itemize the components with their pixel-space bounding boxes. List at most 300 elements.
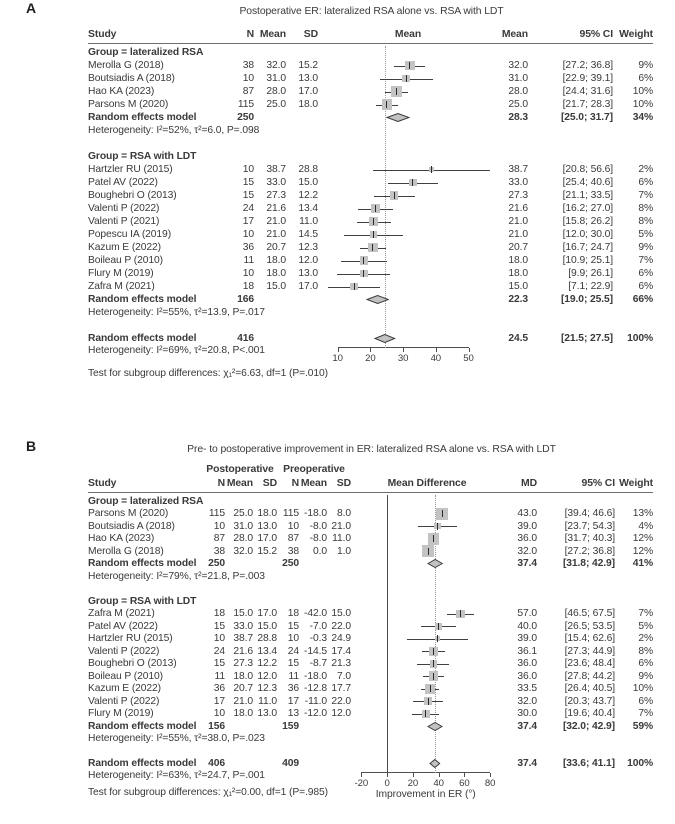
stat-value: 87 — [287, 533, 299, 545]
column-header-n: N — [291, 478, 299, 489]
stat-value: 15 — [242, 177, 254, 188]
stat-value: 17.0 — [257, 608, 277, 620]
stat-value: 11.0 — [299, 216, 318, 227]
table-row — [88, 595, 653, 608]
point-estimate-tick — [396, 88, 397, 95]
stat-value: -18.0 — [304, 670, 327, 682]
panel-tail — [88, 345, 653, 387]
axis-tick-label: 20 — [407, 778, 419, 789]
point-estimate-tick — [442, 510, 443, 517]
md-value: 32.0 — [517, 695, 537, 707]
panel-label: A — [26, 0, 37, 16]
stat-value: 13.4 — [298, 203, 318, 214]
ci-value: [20.8; 56.6] — [562, 164, 613, 175]
stat-value: 25.0 — [233, 508, 253, 520]
md-value: 57.0 — [517, 608, 537, 620]
x-axis — [351, 770, 503, 804]
md-value: 30.0 — [517, 708, 537, 720]
summary-plot — [351, 758, 503, 771]
md-value: 28.0 — [508, 86, 528, 97]
table-row — [88, 620, 653, 633]
stat-value: -14.5 — [304, 645, 327, 657]
weight-value: 7% — [638, 255, 653, 266]
forest-marker — [351, 545, 503, 558]
table-row — [88, 137, 653, 150]
ci-value: [22.9; 39.1] — [562, 73, 613, 84]
ci-value: [21.5; 27.5] — [560, 333, 613, 344]
ci-value: [23.7; 54.3] — [564, 520, 615, 532]
stat-value: 13.0 — [257, 520, 277, 532]
forest-marker — [318, 176, 498, 189]
ci-value: [10.9; 25.1] — [562, 255, 613, 266]
stat-value: 38 — [213, 545, 225, 557]
axis-tick-label: 30 — [397, 353, 409, 364]
column-header-n: N — [246, 29, 254, 40]
table-row — [88, 176, 653, 189]
stat-value: 18.0 — [266, 255, 286, 266]
axis-tick-label: 10 — [332, 353, 343, 364]
weight-value: 7% — [638, 608, 653, 620]
column-header-mean: Mean — [300, 478, 327, 489]
heterogeneity-note: Heterogeneity: I²=52%, τ²=6.0, P=.098 — [88, 125, 260, 136]
stat-value: 8.0 — [336, 508, 351, 520]
md-value: 37.4 — [517, 720, 537, 732]
md-value: 20.7 — [508, 242, 528, 253]
weight-value: 8% — [638, 203, 653, 214]
group-summary-row — [88, 720, 653, 733]
stat-value: 10 — [287, 633, 299, 645]
tail-left — [88, 345, 328, 387]
axis-tick-label: -20 — [354, 778, 369, 789]
overall-summary-row — [88, 758, 653, 771]
ci-value: [27.2; 36.8] — [564, 545, 615, 557]
ci-value: [25.4; 40.6] — [562, 177, 613, 188]
summary-n: 159 — [282, 720, 299, 732]
md-value: 21.6 — [508, 203, 528, 214]
table-row — [88, 254, 653, 267]
forest-marker — [351, 645, 503, 658]
table-row — [88, 85, 653, 98]
axis-tick — [490, 773, 491, 777]
stat-value: 0.0 — [312, 545, 327, 557]
table-row — [88, 733, 653, 746]
forest-marker — [351, 508, 503, 521]
ci-value: [26.5; 53.5] — [564, 620, 615, 632]
md-value: 31.0 — [508, 73, 528, 84]
forest-marker — [351, 670, 503, 683]
study-label: Zafra M (2021) — [88, 608, 155, 620]
summary-label: Random effects model — [88, 333, 197, 344]
ci-value: [21.1; 33.5] — [562, 190, 613, 201]
axis-tick — [464, 773, 465, 777]
stat-value: 15 — [242, 190, 254, 201]
axis-tick-label: 0 — [384, 778, 390, 789]
md-value: 36.0 — [517, 533, 537, 545]
study-label: Boutsiadis A (2018) — [88, 520, 175, 532]
study-label: Merolla G (2018) — [88, 60, 164, 71]
stat-value: 21.6 — [266, 203, 286, 214]
ci-value: [16.7; 24.7] — [562, 242, 613, 253]
stat-value: 18.0 — [257, 508, 277, 520]
weight-value: 41% — [632, 558, 653, 570]
point-estimate-tick — [375, 205, 376, 212]
stat-value: 25.0 — [266, 99, 286, 110]
stat-value: 115 — [282, 508, 299, 520]
stat-value: 13.0 — [298, 73, 318, 84]
weight-value: 12% — [632, 533, 653, 545]
md-value: 39.0 — [517, 633, 537, 645]
column-header-plot: Mean — [394, 29, 422, 40]
stat-value: 22.0 — [331, 620, 351, 632]
stat-value: 18 — [287, 608, 299, 620]
stat-value: -8.0 — [309, 520, 327, 532]
table-row — [88, 708, 653, 721]
stat-value: -12.8 — [304, 683, 327, 695]
column-header-row — [88, 26, 653, 40]
panel-b — [0, 438, 675, 824]
stat-value: 11.0 — [258, 695, 277, 707]
ci-value: [32.0; 42.9] — [562, 720, 615, 732]
md-value: 28.3 — [508, 112, 528, 123]
weight-value: 6% — [638, 658, 653, 670]
overall-summary-row — [88, 332, 653, 345]
table-row — [88, 150, 653, 163]
point-estimate-tick — [433, 648, 434, 655]
table-row — [88, 658, 653, 671]
table-row — [88, 72, 653, 85]
stat-value: -11.0 — [304, 695, 327, 707]
point-estimate-tick — [409, 62, 410, 69]
stat-value: 15.2 — [257, 545, 277, 557]
summary-label: Random effects model — [88, 294, 197, 305]
ci-value: [46.5; 67.5] — [564, 608, 615, 620]
summary-label: Random effects model — [88, 720, 197, 732]
group-header: Group = lateralized RSA — [88, 495, 204, 507]
stat-value: 36 — [242, 242, 254, 253]
table-row — [88, 683, 653, 696]
forest-marker — [351, 620, 503, 633]
stat-value: -8.0 — [309, 533, 327, 545]
stat-value: -12.0 — [304, 708, 327, 720]
header-rule — [88, 492, 653, 493]
group-summary-row — [88, 293, 653, 306]
stat-value: 10 — [242, 229, 254, 240]
study-label: Boughebri O (2013) — [88, 190, 177, 201]
stat-value: 18.0 — [298, 99, 318, 110]
table-row — [88, 495, 653, 508]
weight-value: 6% — [638, 73, 653, 84]
table-row — [88, 189, 653, 202]
study-label: Valenti P (2022) — [88, 645, 160, 657]
ci-value: [27.2; 36.8] — [562, 60, 613, 71]
stat-value: 10 — [242, 268, 254, 279]
study-label: Kazum E (2022) — [88, 242, 162, 253]
forest-marker — [318, 267, 498, 280]
stat-value: 17.0 — [257, 533, 277, 545]
weight-value: 10% — [632, 86, 653, 97]
stat-value: 24.9 — [331, 633, 351, 645]
study-label: Hao KA (2023) — [88, 533, 155, 545]
ci-value: [23.6; 48.4] — [564, 658, 615, 670]
stat-value: 18 — [213, 608, 225, 620]
axis-tick — [361, 773, 362, 777]
stat-value: 17 — [287, 695, 299, 707]
weight-value: 2% — [638, 633, 653, 645]
weight-value: 100% — [627, 758, 653, 770]
md-value: 21.0 — [508, 229, 528, 240]
stat-value: -0.3 — [309, 633, 327, 645]
point-estimate-tick — [363, 270, 364, 277]
stat-value: 11 — [214, 670, 225, 682]
stat-value: 21.0 — [331, 520, 351, 532]
stat-value: 38 — [287, 545, 299, 557]
ci-value: [15.8; 26.2] — [562, 216, 613, 227]
heterogeneity-note: Heterogeneity: I²=55%, τ²=38.0, P=.023 — [88, 733, 265, 745]
table-row — [88, 608, 653, 621]
stat-value: 15 — [213, 658, 225, 670]
stat-value: 13 — [287, 708, 299, 720]
stat-value: 17 — [213, 695, 225, 707]
stat-value: 10 — [287, 520, 299, 532]
axis-tick — [439, 773, 440, 777]
stat-value: 10 — [213, 520, 225, 532]
md-value: 25.0 — [508, 99, 528, 110]
column-header-weight: Weight — [619, 478, 653, 489]
stat-value: 17 — [242, 216, 254, 227]
stat-value: -7.0 — [309, 620, 327, 632]
md-value: 27.3 — [508, 190, 528, 201]
point-estimate-tick — [437, 635, 438, 642]
x-axis — [318, 345, 498, 379]
table-row — [88, 228, 653, 241]
study-label: Merolla G (2018) — [88, 545, 164, 557]
table-row — [88, 241, 653, 254]
forest-marker — [318, 241, 498, 254]
md-value: 39.0 — [517, 520, 537, 532]
stat-value: 21.0 — [233, 695, 253, 707]
stat-value: 21.6 — [233, 645, 253, 657]
summary-n: 250 — [208, 558, 225, 570]
summary-label: Random effects model — [88, 758, 197, 770]
overall-heterogeneity-note: Heterogeneity: I²=63%, τ²=24.7, P=.001 — [88, 770, 265, 781]
ci-value: [27.3; 44.9] — [564, 645, 615, 657]
stat-value: 21.3 — [331, 658, 351, 670]
study-label: Kazum E (2022) — [88, 683, 162, 695]
md-value: 40.0 — [517, 620, 537, 632]
column-header-study: Study — [88, 29, 117, 40]
stat-value: 13.0 — [298, 268, 318, 279]
study-label: Flury M (2019) — [88, 268, 154, 279]
stat-value: 24 — [242, 203, 254, 214]
stat-value: 15.0 — [331, 608, 351, 620]
weight-value: 13% — [632, 508, 653, 520]
weight-value: 10% — [632, 683, 653, 695]
stat-value: 12.3 — [257, 683, 277, 695]
ci-value: [19.6; 40.4] — [564, 708, 615, 720]
study-label: Boutsiadis A (2018) — [88, 73, 175, 84]
stat-value: 18 — [242, 281, 254, 292]
table-row — [88, 633, 653, 646]
summary-diamond — [427, 722, 443, 731]
table-row — [88, 695, 653, 708]
forest-marker — [318, 202, 498, 215]
study-label: Boileau P (2010) — [88, 670, 163, 682]
stat-value: 10 — [242, 164, 254, 175]
axis-tick-label: 40 — [433, 778, 444, 789]
forest-marker — [351, 683, 503, 696]
axis-title: Improvement in ER (°) — [375, 789, 476, 800]
stat-value: 22.0 — [331, 695, 351, 707]
group-header: Group = lateralized RSA — [88, 47, 204, 58]
table-row — [88, 202, 653, 215]
table-row — [88, 124, 653, 137]
stat-value: 28.8 — [298, 164, 318, 175]
stat-value: 11 — [288, 670, 299, 682]
md-value: 33.0 — [508, 177, 528, 188]
column-header-mean: Mean — [259, 29, 286, 40]
stat-value: 38.7 — [233, 633, 253, 645]
stat-value: 28.0 — [233, 533, 253, 545]
summary-plot — [318, 111, 498, 124]
point-estimate-tick — [354, 283, 355, 290]
forest-rows — [88, 495, 653, 814]
weight-value: 9% — [638, 670, 653, 682]
stat-value: -8.7 — [309, 658, 327, 670]
study-label: Hao KA (2023) — [88, 86, 155, 97]
point-estimate-tick — [438, 623, 439, 630]
stat-value: 11 — [243, 255, 254, 266]
ci-value: [9.9; 26.1] — [568, 268, 613, 279]
stat-value: 24 — [213, 645, 225, 657]
table-row — [88, 545, 653, 558]
stat-value: 12.0 — [331, 708, 351, 720]
forest-marker — [318, 59, 498, 72]
column-header-study: Study — [88, 478, 117, 489]
heterogeneity-note: Heterogeneity: I²=55%, τ²=13.9, P=.017 — [88, 307, 265, 318]
stat-value: 31.0 — [266, 73, 286, 84]
study-label: Popescu IA (2019) — [88, 229, 172, 240]
subgroup-test-note: Test for subgroup differences: χ₁²=6.63, df=1 (P=.010) — [88, 368, 328, 379]
column-header-n: N — [217, 478, 225, 489]
panel-title: Postoperative ER: lateralized RSA alone vs. RSA with LDT — [239, 6, 504, 17]
summary-plot — [351, 720, 503, 733]
study-label: Patel AV (2022) — [88, 620, 158, 632]
stat-value: -42.0 — [304, 608, 327, 620]
forest-marker — [318, 72, 498, 85]
ci-value: [27.8; 44.2] — [564, 670, 615, 682]
panel-title: Pre- to postoperative improvement in ER: lateralized RSA alone vs. RSA with LDT — [187, 444, 556, 455]
md-value: 36.0 — [517, 670, 537, 682]
weight-value: 34% — [632, 112, 653, 123]
forest-marker — [318, 98, 498, 111]
column-header-md: MD — [521, 478, 537, 489]
stat-value: 20.7 — [233, 683, 253, 695]
stat-value: 15.2 — [298, 60, 318, 71]
point-estimate-tick — [433, 535, 434, 542]
forest-marker — [318, 189, 498, 202]
column-header-sd: SD — [262, 478, 277, 489]
study-label: Valenti P (2022) — [88, 695, 160, 707]
stat-value: 32.0 — [233, 545, 253, 557]
table-row — [88, 670, 653, 683]
table-row — [88, 280, 653, 293]
summary-plot — [318, 293, 498, 306]
weight-value: 6% — [638, 281, 653, 292]
forest-marker — [318, 85, 498, 98]
md-value: 24.5 — [508, 333, 528, 344]
stat-value: 15 — [287, 658, 299, 670]
stat-value: 31.0 — [233, 520, 253, 532]
table-row — [88, 46, 653, 59]
point-estimate-tick — [431, 166, 432, 173]
weight-value: 9% — [638, 60, 653, 71]
stat-value: 18.0 — [233, 670, 253, 682]
forest-table — [88, 462, 653, 814]
subgroup-test-note: Test for subgroup differences: χ₁²=0.00, df=1 (P=.985) — [88, 787, 328, 798]
stat-value: 20.7 — [266, 242, 286, 253]
md-value: 36.0 — [517, 658, 537, 670]
stat-value: 17.4 — [331, 645, 351, 657]
measure-group-header-row — [88, 462, 653, 475]
table-row — [88, 319, 653, 332]
weight-value: 9% — [638, 242, 653, 253]
stat-value: 18.0 — [266, 268, 286, 279]
table-row — [88, 645, 653, 658]
forest-table — [88, 26, 653, 387]
axis-tick-label: 40 — [430, 353, 442, 364]
stat-value: 32.0 — [266, 60, 286, 71]
stat-value: 12.0 — [298, 255, 318, 266]
ci-value: [19.0; 25.5] — [560, 294, 613, 305]
group-header: Group = RSA with LDT — [88, 595, 197, 607]
forest-marker — [351, 695, 503, 708]
summary-diamond — [386, 113, 410, 122]
group-summary-row — [88, 111, 653, 124]
weight-value: 8% — [638, 645, 653, 657]
table-row — [88, 745, 653, 758]
md-value: 37.4 — [517, 758, 537, 770]
forest-marker — [318, 163, 498, 176]
column-header-sd: SD — [336, 478, 351, 489]
column-header-row — [88, 475, 653, 489]
point-estimate-tick — [372, 244, 373, 251]
weight-value: 6% — [638, 695, 653, 707]
axis-tick — [436, 348, 437, 352]
stat-value: 15 — [287, 620, 299, 632]
summary-plot — [351, 558, 503, 571]
point-estimate-tick — [437, 523, 438, 530]
stat-value: 17.0 — [298, 281, 318, 292]
point-estimate-tick — [430, 685, 431, 692]
table-row — [88, 267, 653, 280]
point-estimate-tick — [406, 75, 407, 82]
stat-value: 10 — [213, 633, 225, 645]
ci-value: [7.1; 22.9] — [568, 281, 613, 292]
forest-marker — [318, 215, 498, 228]
axis-tick — [370, 348, 371, 352]
ci-value: [26.4; 40.5] — [564, 683, 615, 695]
column-header-plot: Mean Difference — [387, 478, 467, 489]
overall-heterogeneity-note: Heterogeneity: I²=69%, τ²=20.8, P<.001 — [88, 345, 265, 356]
table-row — [88, 98, 653, 111]
forest-marker — [318, 280, 498, 293]
ci-value: [24.4; 31.6] — [562, 86, 613, 97]
ci-value: [33.6; 41.1] — [562, 758, 615, 770]
stat-value: 15.0 — [233, 608, 253, 620]
forest-marker — [318, 228, 498, 241]
column-header-ci: 95% CI — [581, 478, 615, 489]
md-value: 32.0 — [517, 545, 537, 557]
